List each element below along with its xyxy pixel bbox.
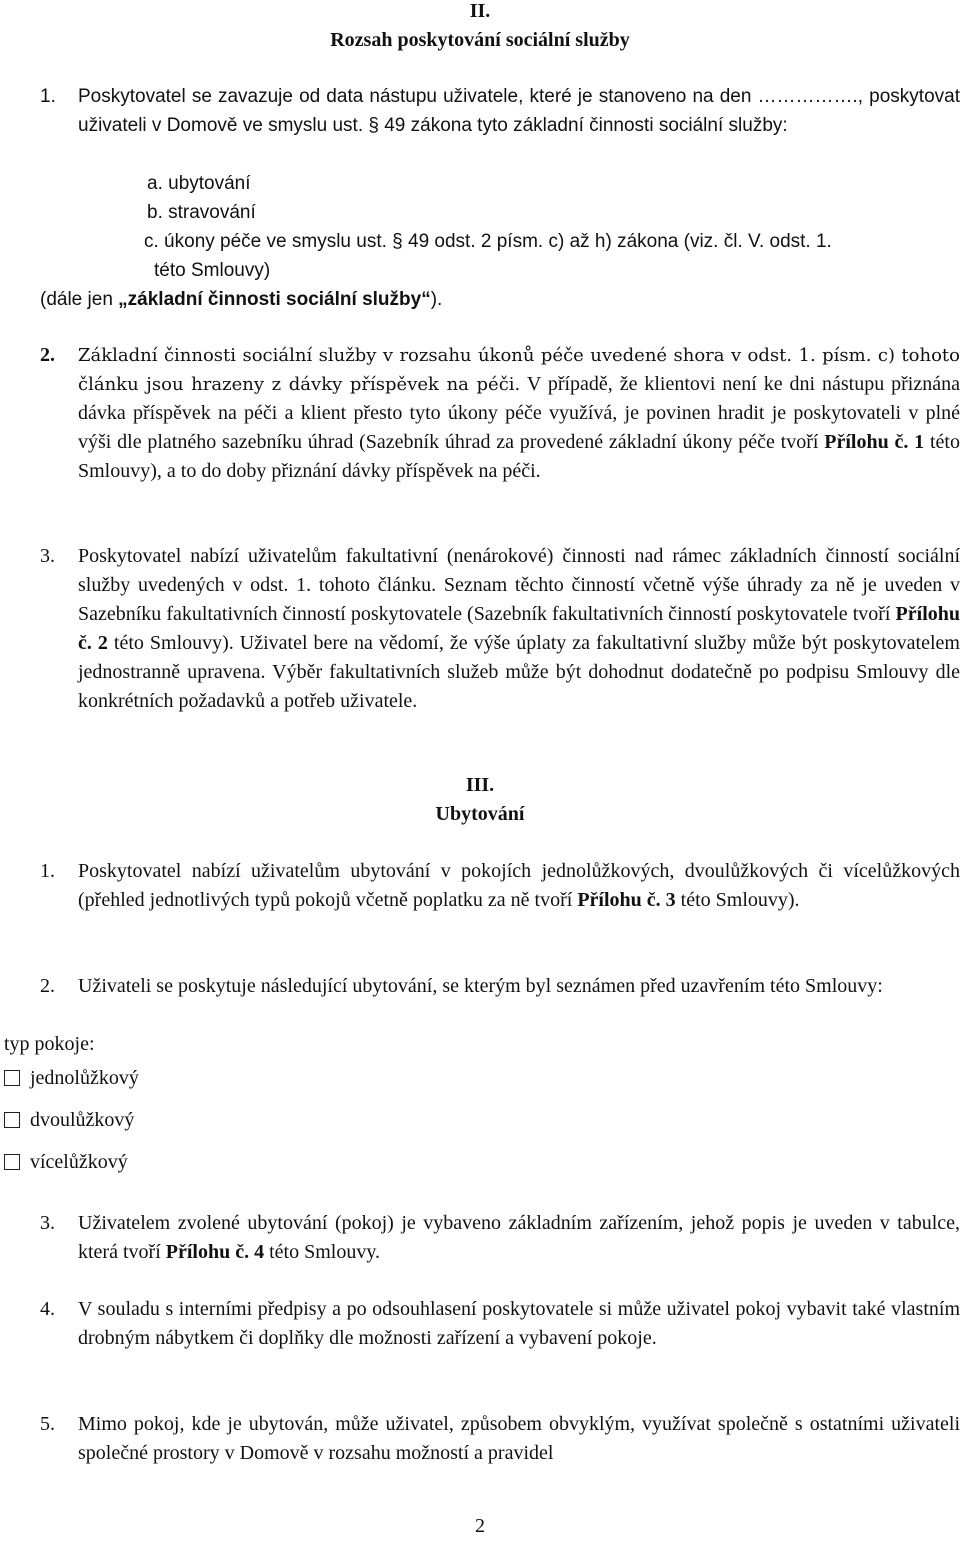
paragraph-text-part: této Smlouvy. bbox=[264, 1241, 381, 1263]
room-type-label: typ pokoje: bbox=[4, 1033, 95, 1055]
list-item: c. úkony péče ve smyslu ust. § 49 odst. 2 písm. c) až h) zákona (viz. čl. V. odst. 1. bbox=[144, 231, 832, 252]
room-option-label: jednolůžkový bbox=[30, 1066, 139, 1089]
list-item: a. ubytování bbox=[147, 173, 251, 194]
paragraph-text: V souladu s interními předpisy a po odsouhlasení poskytovatele si může uživatel pokoj vybavit také vlastním drobným nábytkem či doplňky dle možnosti zařízení a vybavení pokoje. bbox=[78, 1298, 960, 1349]
paragraph-3-1 bbox=[40, 857, 960, 915]
section-numeral: III. bbox=[465, 774, 495, 796]
paragraph-number: 1. bbox=[40, 86, 56, 107]
paragraph-3-2 bbox=[40, 972, 960, 1001]
paragraph-text: Mimo pokoj, kde je ubytován, může uživatel, způsobem obvyklým, využívat společně s ostatními uživateli společné prostory v Domově v rozsahu možností a pravidel bbox=[78, 1413, 960, 1464]
checkbox-double[interactable] bbox=[4, 1112, 20, 1128]
attachment-reference: Přílohu č. 3 bbox=[577, 889, 676, 911]
paragraph-number: 2. bbox=[40, 344, 55, 366]
paragraph-text-part: Poskytovatel nabízí uživatelům ubytování v pokojích jednolůžkových, dvoulůžkových či vícelůžkových (přehled jednotlivých typů pokojů včetně poplatku za ně tvoří bbox=[78, 860, 960, 911]
paragraph-text-part: této Smlouvy), a to do doby přiznání dávky příspěvek na péči. bbox=[78, 431, 960, 482]
service-list bbox=[144, 169, 947, 285]
section-numeral: II. bbox=[469, 0, 491, 22]
attachment-reference: Přílohu č. 4 bbox=[165, 1241, 265, 1263]
room-option-multi[interactable] bbox=[4, 1147, 128, 1177]
paragraph-text-part: této Smlouvy). bbox=[675, 889, 800, 911]
paragraph-text-part: Základní činnosti sociální služby v rozsahu úkonů péče uvedené shora v odst. 1. písm. c) tohoto článku jsou hrazeny z dávky příspěvek na péči. bbox=[78, 345, 960, 395]
paragraph-text: Poskytovatel se zavazuje od data nástupu uživatele, které je stanoveno na den ……………., poskytovat uživateli v Domově ve smyslu ust. § 49 zákona tyto základní činnosti sociální služby: bbox=[78, 86, 960, 136]
paragraph-number: 2. bbox=[40, 975, 55, 997]
paragraph-3-4 bbox=[40, 1295, 960, 1353]
paragraph-3-3 bbox=[40, 1209, 960, 1267]
paragraph-text-part: Poskytovatel nabízí uživatelům fakultativní (nenárokové) činnosti nad rámec základních činností sociální služby uvedených v odst. 1. tohoto článku. Seznam těchto činností včetně výše úhrady za ně je uveden v Sazebníku fakultativních činností poskytovatele (Sazebník fakultativních činností poskytovatele tvoří bbox=[78, 545, 960, 625]
paragraph-number: 3. bbox=[40, 1212, 55, 1234]
section-title: Rozsah poskytování sociální služby bbox=[330, 29, 630, 51]
room-option-label: dvoulůžkový bbox=[30, 1108, 135, 1131]
defined-term: „základní činnosti sociální služby“ bbox=[118, 289, 431, 310]
paragraph-number: 5. bbox=[40, 1413, 55, 1435]
paragraph-text-part: V případě, že klientovi není ke dni nástupu přiznána dávka příspěvek na péči a klient přesto tyto úkony péče využívá, je povinen hradit je poskytovateli v plné výši dle platného sazebníku úhrad (Sazebník úhrad za provedené základní úkony péče tvoří bbox=[78, 373, 960, 453]
paragraph-number: 4. bbox=[40, 1298, 55, 1320]
checkbox-single[interactable] bbox=[4, 1070, 20, 1086]
page-number: 2 bbox=[475, 1515, 485, 1537]
defined-term-line bbox=[40, 285, 960, 314]
paragraph-text-part: Uživatelem zvolené ubytování (pokoj) je vybaveno základním zařízením, jehož popis je uveden v tabulce, která tvoří bbox=[78, 1212, 960, 1263]
room-option-single[interactable] bbox=[4, 1063, 139, 1093]
room-option-label: vícelůžkový bbox=[30, 1150, 128, 1173]
section-title: Ubytování bbox=[435, 803, 525, 825]
checkbox-multi[interactable] bbox=[4, 1154, 20, 1170]
paragraph-number: 3. bbox=[40, 545, 55, 567]
paragraph-2-3 bbox=[40, 542, 960, 716]
paragraph-2-1 bbox=[40, 82, 960, 140]
attachment-reference: Přílohu č. 2 bbox=[78, 603, 960, 654]
paragraph-text: Uživateli se poskytuje následující ubytování, se kterým byl seznámen před uzavřením této Smlouvy: bbox=[78, 975, 883, 997]
paragraph-3-5 bbox=[40, 1410, 960, 1468]
paragraph-number: 1. bbox=[40, 860, 55, 882]
list-item: b. stravování bbox=[147, 202, 256, 223]
paragraph-2-2 bbox=[40, 341, 960, 486]
list-item-continuation: této Smlouvy) bbox=[154, 260, 271, 281]
attachment-reference: Přílohu č. 1 bbox=[824, 431, 925, 453]
defined-term-prefix: (dále jen bbox=[40, 289, 119, 310]
paragraph-text-part: této Smlouvy). Uživatel bere na vědomí, že výše úplaty za fakultativní služby může být poskytovatelem jednostranně upravena. Výběr fakultativních služeb může být dohodnut dodatečně po podpisu Smlouvy dle konkrétních požadavků a potřeb uživatele. bbox=[78, 632, 960, 712]
room-option-double[interactable] bbox=[4, 1105, 134, 1135]
defined-term-suffix: ). bbox=[430, 289, 443, 310]
